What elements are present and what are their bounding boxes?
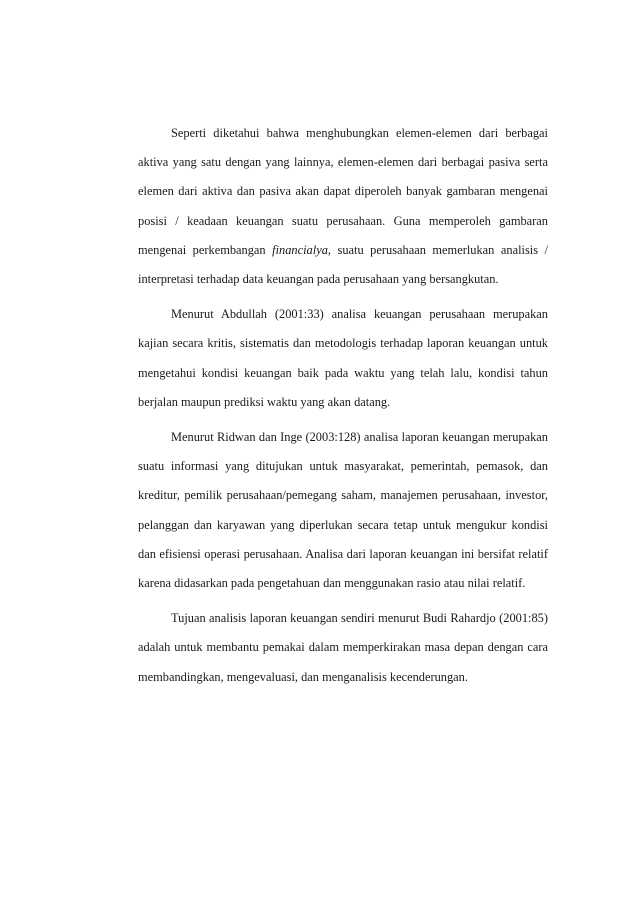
paragraph-4: Tujuan analisis laporan keuangan sendiri menurut Budi Rahardjo (2001:85) adalah untuk membantu pemakai dalam memperkirakan masa depan dengan cara membandingkan, mengevaluasi, dan menganalisis kecenderungan. xyxy=(138,611,548,684)
paragraph-3: Menurut Ridwan dan Inge (2003:128) analisa laporan keuangan merupakan suatu informasi yang ditujukan untuk masyarakat, pemerintah, pemasok, dan kreditur, pemilik perusahaan/pemegang saham, manajemen perusahaan, investor, pelanggan dan karyawan yang diperlukan secara tetap untuk mengukur kondisi dan efisiensi operasi perusahaan. Analisa dari laporan keuangan ini bersifat relatif karena didasarkan pada pengetahuan dan menggunakan rasio atau nilai relatif. xyxy=(138,430,548,591)
paragraph-1-italic-term: financialya xyxy=(272,242,328,257)
paragraph-1-text-before: Seperti diketahui bahwa menghubungkan elemen-elemen dari berbagai aktiva yang satu dengan yang lainnya, elemen-elemen dari berbagai pasiva serta elemen dari aktiva dan pasiva akan dapat diperoleh banyak gambaran mengenai posisi / keadaan keuangan suatu perusahaan. Guna memperoleh gambaran mengenai perkembangan xyxy=(138,126,548,257)
document-body xyxy=(138,119,548,692)
paragraph-2: Menurut Abdullah (2001:33) analisa keuangan perusahaan merupakan kajian secara kritis, sistematis dan metodologis terhadap laporan keuangan untuk mengetahui kondisi keuangan baik pada waktu yang telah lalu, kondisi tahun berjalan maupun prediksi waktu yang akan datang. xyxy=(138,307,548,409)
paragraph-1-text-after: , suatu perusahaan memerlukan analisis / interpretasi terhadap data keuangan pada perusahaan yang bersangkutan. xyxy=(138,242,548,287)
paragraph-1 xyxy=(138,119,548,294)
